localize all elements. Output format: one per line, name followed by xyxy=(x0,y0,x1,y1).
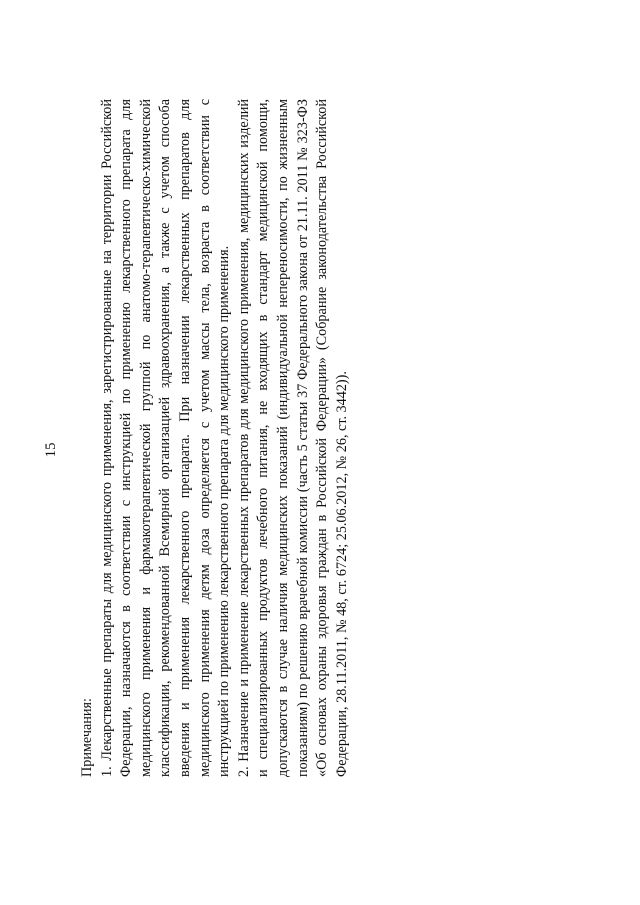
page-number: 15 xyxy=(43,442,59,458)
note-item-2: 2. Назначение и применение лекарственных препаратов для медицинского применения, медицинских изделий и специализированных продуктов лечебного питания, не входящих в стандарт медицинской помощи, допускаются в случае наличия медицинских показаний (индивидуальной непереносимости, по жизненным показаниям) по решению врачебной комиссии (часть 5 статьи 37 Федерального закона от 21.11. 2011 № 323-ФЗ «Об основах охраны здоровья граждан в Российской Федерации» (Собрание законодательства Российской Федерации, 28.11.2011, № 48, ст. 6724; 25.06.2012, № 26, ст. 3442)). xyxy=(235,99,350,777)
notes-heading: Примечания: xyxy=(79,698,95,777)
notes-section xyxy=(78,99,352,777)
note-item-1: 1. Лекарственные препараты для медицинского применения, зарегистрированные на территории Российской Федерации, назначаются в соответствии с инструкцией по применению лекарственного препарата для медицинского применения и фармакотерапевтической группой по анатомо-терапевтическо-химической классификации, рекомендованной Всемирной организацией здравоохранения, а также с учетом способа введения и применения лекарственного препарата. При назначении лекарственных препаратов для медицинского применения детям доза определяется с учетом массы тела, возраста в соответствии с инструкцией по применению лекарственного препарата для медицинского применения. xyxy=(98,99,233,777)
